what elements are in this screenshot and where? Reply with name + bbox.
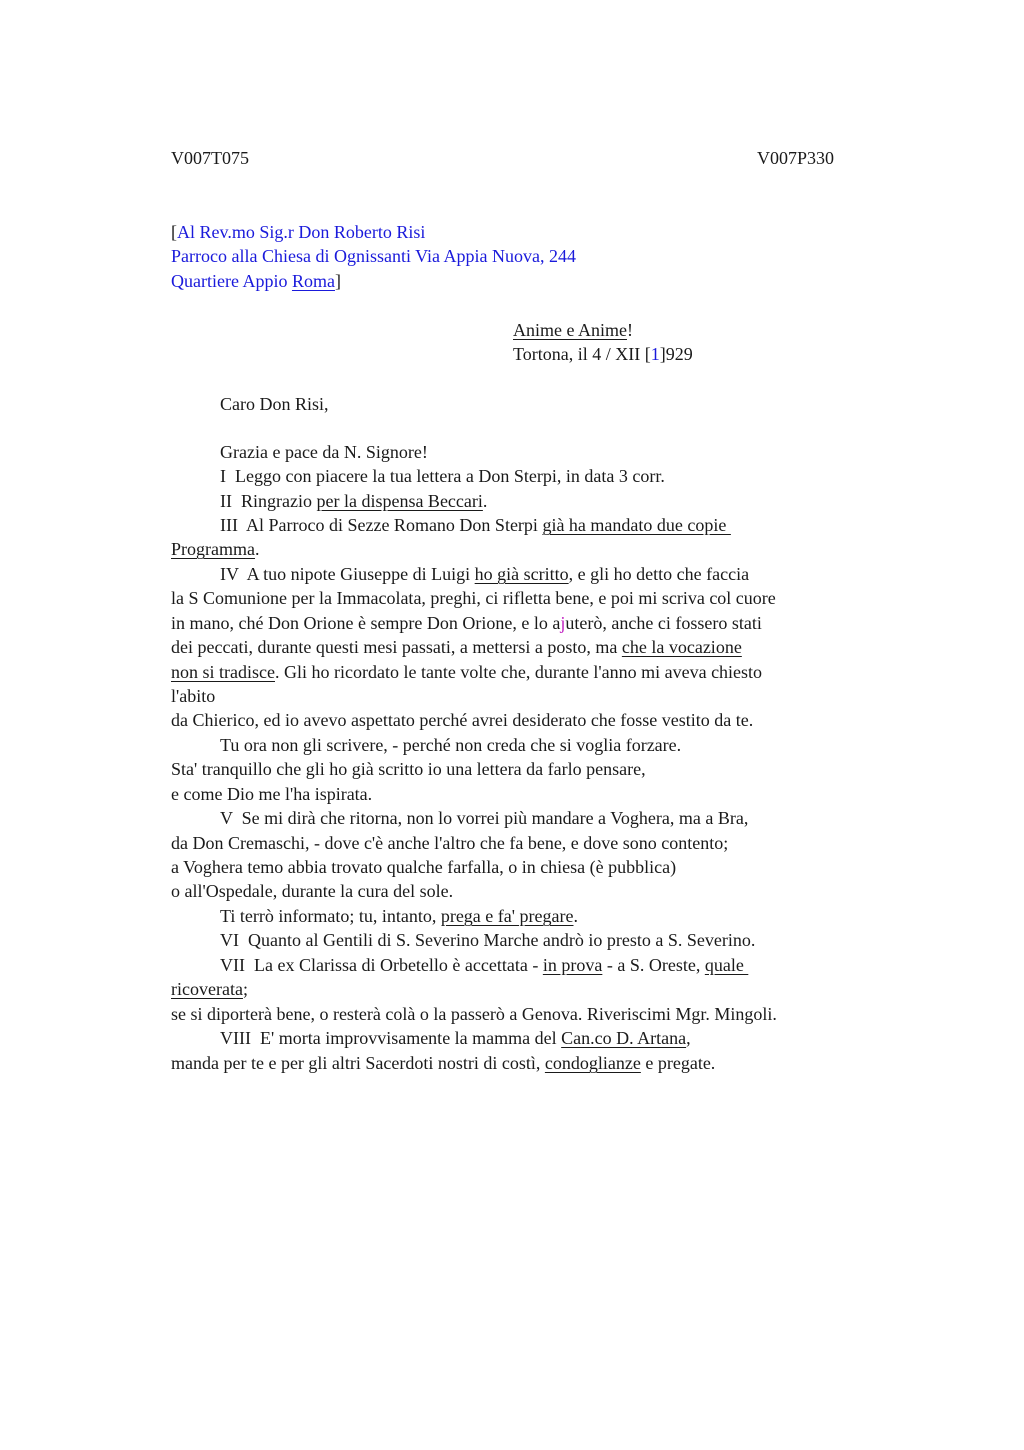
text-line: o all'Ospedale, durante la cura del sole.: [171, 881, 454, 901]
text-line: e come Dio me l'ha ispirata.: [171, 784, 373, 804]
text-line: IV A tuo nipote Giuseppe di Luigi ho già scritto, e gli ho detto che faccia: [220, 564, 750, 584]
address-line-1: [Al Rev.mo Sig.r Don Roberto Risi: [171, 222, 426, 242]
text-line: Tu ora non gli scrivere, - perché non creda che si voglia forzare.: [220, 735, 682, 755]
text-line: manda per te e per gli altri Sacerdoti nostri di costì, condoglianze e pregate.: [171, 1053, 716, 1073]
document-code-left: V007T075: [171, 148, 249, 168]
text-line: Sta' tranquillo che gli ho già scritto io una lettera da farlo pensare,: [171, 759, 646, 779]
place-date: Tortona, il 4 / XII [1]929: [513, 344, 693, 364]
text-line: l'abito: [171, 686, 216, 706]
text-line: non si tradisce. Gli ho ricordato le tante volte che, durante l'anno mi aveva chiesto: [171, 662, 763, 682]
text-line: VII La ex Clarissa di Orbetello è accettata - in prova - a S. Oreste, quale: [220, 955, 749, 975]
text-line: da Chierico, ed io avevo aspettato perché avrei desiderato che fosse vestito da te.: [171, 710, 754, 730]
text-line: Ti terrò informato; tu, intanto, prega e fa' pregare.: [220, 906, 578, 926]
motto: Anime e Anime!: [513, 320, 633, 340]
text-line: la S Comunione per la Immacolata, preghi, ci rifletta bene, e poi mi scriva col cuore: [171, 588, 776, 608]
address-line-3: Quartiere Appio Roma]: [171, 271, 341, 291]
text-line: dei peccati, durante questi mesi passati, a mettersi a posto, ma che la vocazione: [171, 637, 742, 657]
text-line: in mano, ché Don Orione è sempre Don Orione, e lo ajuterò, anche ci fossero stati: [171, 613, 762, 633]
text-line: II Ringrazio per la dispensa Beccari.: [220, 491, 488, 511]
text-line: VIII E' morta improvvisamente la mamma del Can.co D. Artana,: [220, 1028, 691, 1048]
address-city: Roma: [291, 271, 335, 291]
text-line: VI Quanto al Gentili di S. Severino Marche andrò io presto a S. Severino.: [220, 930, 756, 950]
text-line: da Don Cremaschi, - dove c'è anche l'altro che fa bene, e dove sono contento;: [171, 833, 729, 853]
address-line-2: Parroco alla Chiesa di Ognissanti Via Appia Nuova, 244: [171, 246, 577, 266]
salutation: Caro Don Risi,: [220, 394, 329, 414]
text-line: a Voghera temo abbia trovato qualche farfalla, o in chiesa (è pubblica): [171, 857, 677, 877]
text-line: Programma.: [171, 539, 260, 559]
text-line: V Se mi dirà che ritorna, non lo vorrei più mandare a Voghera, ma a Bra,: [220, 808, 749, 828]
text-line: Grazia e pace da N. Signore!: [220, 442, 428, 462]
text-line: ricoverata;: [171, 979, 248, 999]
document-code-right: V007P330: [757, 148, 835, 168]
text-line: I Leggo con piacere la tua lettera a Don Sterpi, in data 3 corr.: [220, 466, 665, 486]
text-line: se si diporterà bene, o resterà colà o la passerò a Genova. Riveriscimi Mgr. Mingoli.: [171, 1004, 777, 1024]
text-line: III Al Parroco di Sezze Romano Don Sterpi già ha mandato due copie: [220, 515, 731, 535]
